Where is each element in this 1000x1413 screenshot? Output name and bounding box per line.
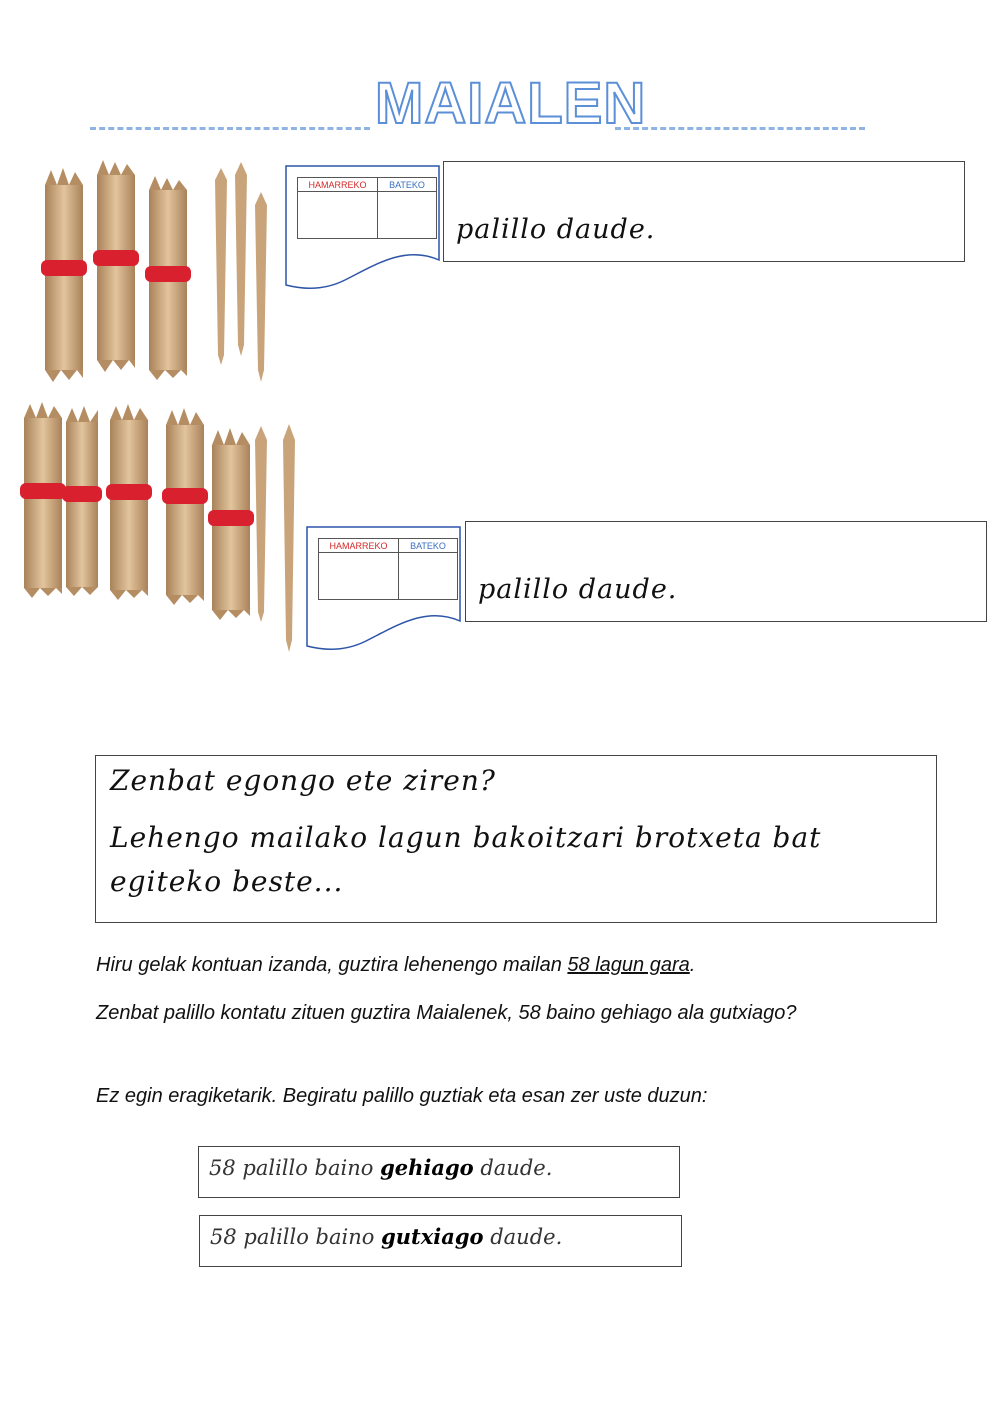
single-stick <box>255 192 267 382</box>
title-area <box>90 70 870 140</box>
units-header: BATEKO <box>378 178 436 192</box>
answer-box-2[interactable] <box>465 521 987 622</box>
single-stick <box>215 168 227 365</box>
option-text: 58 palillo baino gehiago daude. <box>209 1155 553 1180</box>
stick-bundle <box>106 404 152 600</box>
place-value-table <box>297 177 437 239</box>
place-value-card-1 <box>285 165 440 290</box>
option-less[interactable] <box>199 1215 682 1267</box>
stick-bundle <box>208 428 254 620</box>
tens-input-cell[interactable] <box>298 192 378 238</box>
answer-box-1[interactable] <box>443 161 965 262</box>
stick-bundle <box>162 408 208 605</box>
stick-bundle <box>20 402 66 598</box>
title-underline-left <box>90 127 370 130</box>
units-input-cell[interactable] <box>378 192 436 238</box>
paragraph-1 <box>96 947 896 983</box>
page-title: MAIALEN <box>375 71 647 136</box>
tens-header: HAMARREKO <box>298 178 378 192</box>
answer-text: palillo daude. <box>456 214 656 245</box>
paragraph-1-underlined: 58 lagun gara <box>567 954 690 976</box>
paragraph-1-end: . <box>689 954 696 976</box>
tens-input-cell[interactable] <box>319 553 399 599</box>
single-stick <box>235 162 247 356</box>
stick-bundle <box>62 406 102 596</box>
single-stick <box>283 424 295 652</box>
question-line-2: Lehengo mailako lagun bakoitzari brotxeta bat egiteko beste... <box>110 821 822 898</box>
place-value-card-2 <box>306 526 461 651</box>
option-text: 58 palillo baino gutxiago daude. <box>210 1224 563 1249</box>
question-line-1: Zenbat egongo ete ziren? <box>110 764 496 797</box>
stick-bundle <box>41 168 87 382</box>
paragraph-2: Zenbat palillo kontatu zituen guztira Maialenek, 58 baino gehiago ala gutxiago? <box>96 1002 797 1024</box>
question-box <box>95 755 937 923</box>
single-stick <box>255 426 267 622</box>
stick-bundle <box>93 160 139 372</box>
sticks-group-1 <box>35 160 280 390</box>
paragraph-1-text: Hiru gelak kontuan izanda, guztira lehenengo mailan <box>96 954 568 976</box>
units-input-cell[interactable] <box>399 553 457 599</box>
units-header: BATEKO <box>399 539 457 553</box>
place-value-table <box>318 538 458 600</box>
option-more[interactable] <box>198 1146 680 1198</box>
stick-bundle <box>145 176 191 380</box>
answer-text: palillo daude. <box>478 574 678 605</box>
tens-header: HAMARREKO <box>319 539 399 553</box>
sticks-group-2 <box>18 400 298 660</box>
title-underline-right <box>615 127 865 130</box>
paragraph-3: Ez egin eragiketarik. Begiratu palillo guztiak eta esan zer uste duzun: <box>96 1085 708 1107</box>
